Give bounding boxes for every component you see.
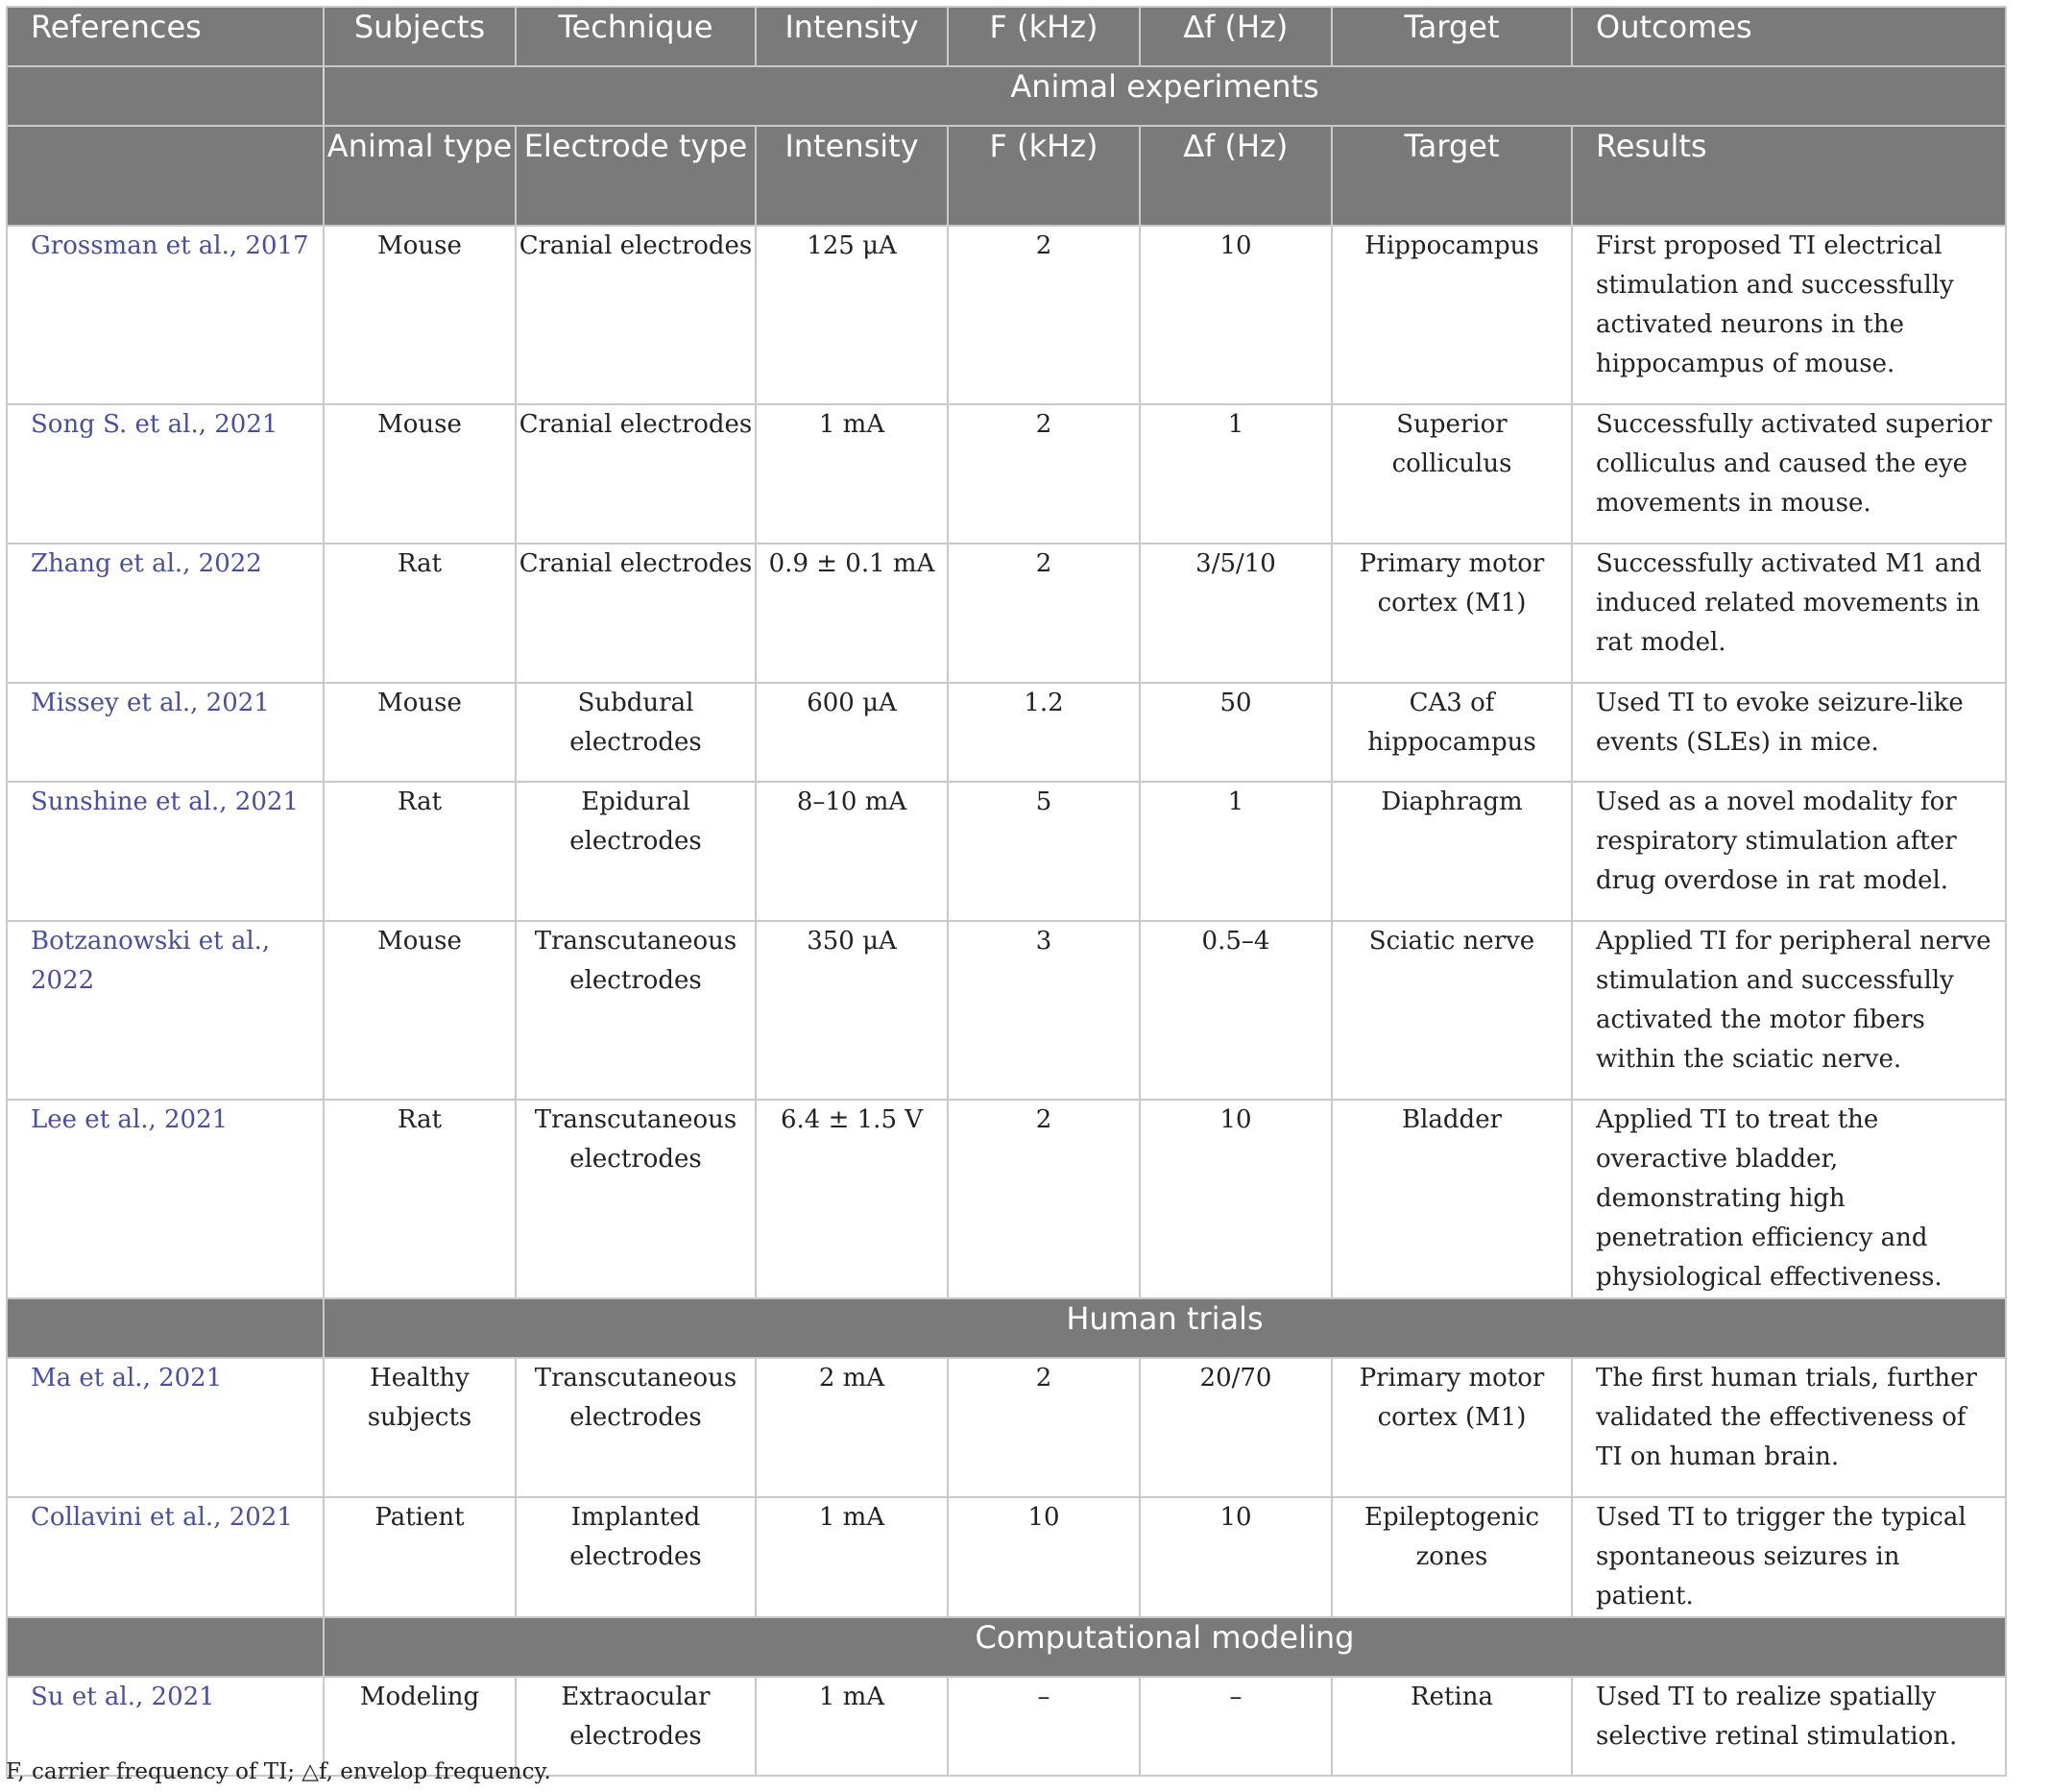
outcome-cell: Used TI to evoke seizure-like events (SLEs) in mice. <box>1572 683 2006 782</box>
carrier-frequency-cell: 2 <box>948 1358 1140 1497</box>
column-header-references[interactable]: References <box>7 7 324 66</box>
subject-cell: Rat <box>324 1100 516 1298</box>
reference-cell[interactable]: Zhang et al., 2022 <box>7 544 324 683</box>
subheader-electrode-type: Electrode type <box>516 126 756 226</box>
table-row <box>7 1497 2006 1617</box>
subject-cell: Mouse <box>324 404 516 544</box>
ti-studies-table <box>6 6 2007 1777</box>
envelope-frequency-cell: 1 <box>1140 404 1332 544</box>
table-row <box>7 782 2006 921</box>
carrier-frequency-cell: 1.2 <box>948 683 1140 782</box>
carrier-frequency-cell: 5 <box>948 782 1140 921</box>
technique-cell: Epidural electrodes <box>516 782 756 921</box>
subheader-target: Target <box>1332 126 1572 226</box>
technique-cell: Cranial electrodes <box>516 226 756 404</box>
intensity-cell: 125 μA <box>756 226 948 404</box>
technique-cell: Implanted electrodes <box>516 1497 756 1617</box>
intensity-cell: 1 mA <box>756 1497 948 1617</box>
target-cell: Sciatic nerve <box>1332 921 1572 1100</box>
table-row <box>7 544 2006 683</box>
outcome-cell: Used as a novel modality for respiratory stimulation after drug overdose in rat model. <box>1572 782 2006 921</box>
section-spacer <box>7 1617 324 1677</box>
carrier-frequency-cell: 2 <box>948 1100 1140 1298</box>
subheader-spacer <box>7 126 324 226</box>
table-row <box>7 226 2006 404</box>
table-footnote: F, carrier frequency of TI; △f, envelop frequency. <box>6 1759 551 1784</box>
envelope-frequency-cell: 50 <box>1140 683 1332 782</box>
target-cell: CA3 of hippocampus <box>1332 683 1572 782</box>
target-cell: Primary motor cortex (M1) <box>1332 544 1572 683</box>
carrier-frequency-cell: 3 <box>948 921 1140 1100</box>
section-title-human: Human trials <box>324 1298 2006 1358</box>
technique-cell: Transcutaneous electrodes <box>516 921 756 1100</box>
table-row <box>7 1358 2006 1497</box>
target-cell: Primary motor cortex (M1) <box>1332 1358 1572 1497</box>
table-row <box>7 921 2006 1100</box>
reference-cell[interactable]: Sunshine et al., 2021 <box>7 782 324 921</box>
carrier-frequency-cell: – <box>948 1677 1140 1776</box>
envelope-frequency-cell: 10 <box>1140 1497 1332 1617</box>
subject-cell: Patient <box>324 1497 516 1617</box>
header-row <box>7 7 2006 66</box>
subheader-df: ∆f (Hz) <box>1140 126 1332 226</box>
target-cell: Diaphragm <box>1332 782 1572 921</box>
intensity-cell: 350 μA <box>756 921 948 1100</box>
reference-cell[interactable]: Song S. et al., 2021 <box>7 404 324 544</box>
subject-cell: Rat <box>324 782 516 921</box>
intensity-cell: 8–10 mA <box>756 782 948 921</box>
target-cell: Superior colliculus <box>1332 404 1572 544</box>
section-row-computational <box>7 1617 2006 1677</box>
carrier-frequency-cell: 10 <box>948 1497 1140 1617</box>
carrier-frequency-cell: 2 <box>948 404 1140 544</box>
technique-cell: Extraocular electrodes <box>516 1677 756 1776</box>
subject-cell: Mouse <box>324 921 516 1100</box>
reference-cell[interactable]: Missey et al., 2021 <box>7 683 324 782</box>
target-cell: Bladder <box>1332 1100 1572 1298</box>
subject-cell: Mouse <box>324 683 516 782</box>
reference-cell[interactable]: Lee et al., 2021 <box>7 1100 324 1298</box>
target-cell: Epileptogenic zones <box>1332 1497 1572 1617</box>
column-header-technique[interactable]: Technique <box>516 7 756 66</box>
column-header-subjects[interactable]: Subjects <box>324 7 516 66</box>
outcome-cell: Successfully activated superior colliculus and caused the eye movements in mouse. <box>1572 404 2006 544</box>
envelope-frequency-cell: 10 <box>1140 226 1332 404</box>
subheader-f: F (kHz) <box>948 126 1140 226</box>
section-row-human <box>7 1298 2006 1358</box>
carrier-frequency-cell: 2 <box>948 226 1140 404</box>
column-header-df[interactable]: ∆f (Hz) <box>1140 7 1332 66</box>
reference-cell[interactable]: Ma et al., 2021 <box>7 1358 324 1497</box>
subheader-animal-type: Animal type <box>324 126 516 226</box>
subheader-results: Results <box>1572 126 2006 226</box>
carrier-frequency-cell: 2 <box>948 544 1140 683</box>
subject-cell: Modeling <box>324 1677 516 1776</box>
section-row-animal <box>7 66 2006 126</box>
outcome-cell: Applied TI for peripheral nerve stimulation and successfully activated the motor fibers within the sciatic nerve. <box>1572 921 2006 1100</box>
subject-cell: Healthy subjects <box>324 1358 516 1497</box>
reference-cell[interactable]: Grossman et al., 2017 <box>7 226 324 404</box>
section-title-computational: Computational modeling <box>324 1617 2006 1677</box>
envelope-frequency-cell: – <box>1140 1677 1332 1776</box>
envelope-frequency-cell: 1 <box>1140 782 1332 921</box>
subheader-intensity: Intensity <box>756 126 948 226</box>
target-cell: Hippocampus <box>1332 226 1572 404</box>
technique-cell: Transcutaneous electrodes <box>516 1100 756 1298</box>
outcome-cell: First proposed TI electrical stimulation and successfully activated neurons in the hippocampus of mouse. <box>1572 226 2006 404</box>
intensity-cell: 6.4 ± 1.5 V <box>756 1100 948 1298</box>
table-container <box>6 6 2005 1777</box>
technique-cell: Cranial electrodes <box>516 544 756 683</box>
envelope-frequency-cell: 20/70 <box>1140 1358 1332 1497</box>
intensity-cell: 600 μA <box>756 683 948 782</box>
outcome-cell: The first human trials, further validated the effectiveness of TI on human brain. <box>1572 1358 2006 1497</box>
intensity-cell: 0.9 ± 0.1 mA <box>756 544 948 683</box>
subheader-row <box>7 126 2006 226</box>
outcome-cell: Applied TI to treat the overactive bladder, demonstrating high penetration efficiency and physiological effectiveness. <box>1572 1100 2006 1298</box>
table-row <box>7 404 2006 544</box>
target-cell: Retina <box>1332 1677 1572 1776</box>
column-header-f[interactable]: F (kHz) <box>948 7 1140 66</box>
technique-cell: Subdural electrodes <box>516 683 756 782</box>
reference-cell[interactable]: Su et al., 2021 <box>7 1677 324 1776</box>
outcome-cell: Used TI to trigger the typical spontaneous seizures in patient. <box>1572 1497 2006 1617</box>
envelope-frequency-cell: 3/5/10 <box>1140 544 1332 683</box>
subject-cell: Mouse <box>324 226 516 404</box>
intensity-cell: 2 mA <box>756 1358 948 1497</box>
outcome-cell: Used TI to realize spatially selective retinal stimulation. <box>1572 1677 2006 1776</box>
reference-cell[interactable]: Collavini et al., 2021 <box>7 1497 324 1617</box>
column-header-target[interactable]: Target <box>1332 7 1572 66</box>
column-header-outcomes[interactable]: Outcomes <box>1572 7 2006 66</box>
envelope-frequency-cell: 10 <box>1140 1100 1332 1298</box>
technique-cell: Cranial electrodes <box>516 404 756 544</box>
intensity-cell: 1 mA <box>756 404 948 544</box>
technique-cell: Transcutaneous electrodes <box>516 1358 756 1497</box>
intensity-cell: 1 mA <box>756 1677 948 1776</box>
table-row <box>7 683 2006 782</box>
reference-cell[interactable]: Botzanowski et al., 2022 <box>7 921 324 1100</box>
envelope-frequency-cell: 0.5–4 <box>1140 921 1332 1100</box>
table-row <box>7 1100 2006 1298</box>
table-body <box>7 66 2006 1776</box>
section-spacer <box>7 66 324 126</box>
column-header-intensity[interactable]: Intensity <box>756 7 948 66</box>
subject-cell: Rat <box>324 544 516 683</box>
outcome-cell: Successfully activated M1 and induced related movements in rat model. <box>1572 544 2006 683</box>
section-title-animal: Animal experiments <box>324 66 2006 126</box>
section-spacer <box>7 1298 324 1358</box>
